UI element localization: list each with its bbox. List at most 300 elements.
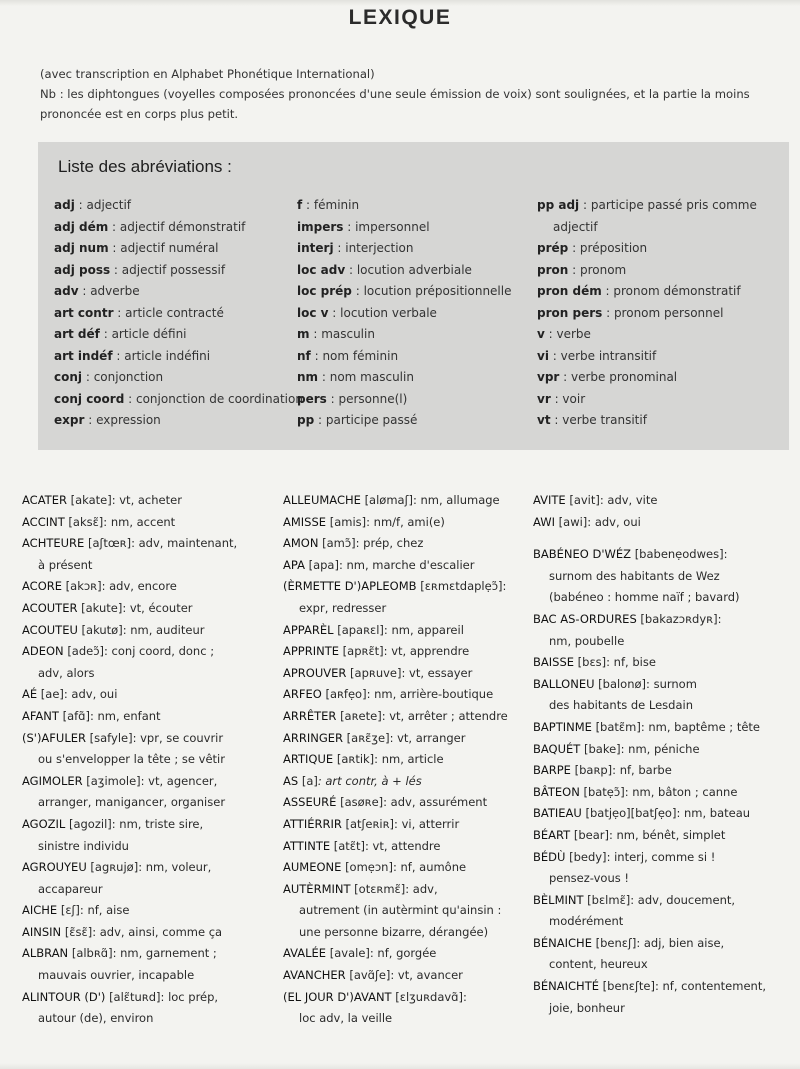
abbreviation-key: pp xyxy=(297,413,315,427)
lexicon-entry xyxy=(22,922,237,944)
lexicon-entry xyxy=(283,965,508,987)
lexicon-headword: BAPTINME xyxy=(533,719,592,734)
lexicon-phonetic: [amɔ̃] xyxy=(322,536,356,551)
abbreviation-key: pers xyxy=(297,391,327,406)
abbreviation-value: : pronom xyxy=(568,262,627,277)
abbreviation-value: : adjectif xyxy=(74,198,132,212)
lexicon-headword: ASSEURÉ xyxy=(283,795,337,810)
lexicon-phonetic: [akɔʀ] xyxy=(65,579,102,594)
lexicon-phonetic: [apa] xyxy=(308,557,339,572)
lexicon-phonetic: [agozil] xyxy=(68,816,112,831)
lexicon-definition: : prép, chez xyxy=(355,536,424,551)
lexicon-headword: ARRINGER xyxy=(283,730,344,745)
abbreviation-value: : expression xyxy=(84,413,161,427)
lexicon-definition: : adv, oui xyxy=(587,514,641,529)
lexicon-headword: AMISSE xyxy=(283,514,327,529)
lexicon-headword: ACOUTER xyxy=(22,600,78,615)
lexicon-definition: : interj, comme si ! xyxy=(606,849,716,864)
lexicon-entry xyxy=(22,814,237,836)
lexicon-definition: : vt, agencer, xyxy=(140,773,218,788)
lexicon-entry xyxy=(283,684,508,706)
abbreviation-key: vr xyxy=(537,391,551,406)
lexicon-entry xyxy=(283,749,508,771)
abbreviation-key: prép xyxy=(537,241,569,255)
abbreviation-key: nm xyxy=(297,370,319,384)
abbreviation-row xyxy=(54,389,303,411)
abbreviation-key: loc v xyxy=(297,305,329,320)
lexicon-definition: : vt, écouter xyxy=(122,600,193,615)
lexicon-continuation: une personne bizarre, dérangée) xyxy=(299,924,489,939)
lexicon-continuation: loc adv, la veille xyxy=(299,1011,393,1026)
lexicon-continuation: ou s'envelopper la tête ; se vêtir xyxy=(38,752,225,767)
lexicon-definition: : vt, acheter xyxy=(111,493,182,507)
abbreviation-value: : adverbe xyxy=(78,284,140,298)
lexicon-continuation: à présent xyxy=(38,557,93,572)
lexicon-phonetic: [ɛʃ] xyxy=(60,903,80,918)
lexicon-headword: (ÈRMETTE D')APLEOMB xyxy=(283,579,417,594)
lexicon-entry xyxy=(283,792,508,814)
lexicon-entry xyxy=(22,576,237,598)
abbreviation-key: conj xyxy=(54,370,83,384)
lexicon-definition: : nf, aise xyxy=(79,903,130,918)
lexicon-headword: ACHTEURE xyxy=(22,536,85,551)
lexicon-headword: ARRÊTER xyxy=(283,708,337,723)
lexicon-phonetic: [baʀp] xyxy=(574,763,613,778)
lexicon-headword: ATTINTE xyxy=(283,838,331,853)
lexicon-phonetic: [a] xyxy=(301,773,318,788)
lexicon-headword: ACATER xyxy=(22,493,67,507)
lexicon-headword: BÈLMINT xyxy=(533,892,584,907)
lexicon-definition: : adv, vite xyxy=(599,493,658,507)
lexicon-headword: BÉDÙ xyxy=(533,849,566,864)
lexicon-definition: : adv, ainsi, comme ça xyxy=(92,924,223,939)
lexicon-phonetic: [albʀɑ̃] xyxy=(71,946,113,961)
abbreviation-row xyxy=(54,303,303,325)
abbreviation-value: : article indéfini xyxy=(112,348,211,363)
lexicon-continuation: autour (de), environ xyxy=(38,1011,154,1026)
lexicon-phonetic: [agʀujø] xyxy=(90,860,139,875)
lexicon-entry xyxy=(22,857,237,879)
lexicon-headword: AVALÉE xyxy=(283,946,327,961)
lexicon-phonetic: [bear] xyxy=(573,827,609,842)
lexicon-entry xyxy=(22,512,237,534)
lexicon-phonetic: [akute] xyxy=(81,600,123,615)
abbreviation-row xyxy=(537,195,757,217)
abbreviation-row xyxy=(297,195,511,217)
abbreviation-row xyxy=(54,324,303,346)
lexicon-entry xyxy=(22,490,237,512)
lexicon-column-3 xyxy=(533,490,766,1019)
lexicon-definition: : xyxy=(723,547,728,562)
abbreviation-value: : nom masculin xyxy=(318,370,414,384)
lexicon-entry xyxy=(22,620,237,642)
lexicon-headword: BARPE xyxy=(533,763,571,778)
lexicon-continuation: adv, alors xyxy=(38,665,95,680)
lexicon-phonetic: [amis] xyxy=(329,514,367,529)
lexicon-entry xyxy=(533,609,766,631)
lexicon-definition: : adv, encore xyxy=(101,579,177,594)
lexicon-headword: BÉNAICHE xyxy=(533,935,592,950)
lexicon-definition: : nm, appareil xyxy=(383,622,464,637)
lexicon-headword: BAC AS-ORDURES xyxy=(533,611,637,626)
abbreviation-value: : participe passé xyxy=(314,413,418,427)
lexicon-definition: : xyxy=(502,579,507,594)
lexicon-continuation: autrement (in autèrmint qu'ainsin : xyxy=(299,903,502,918)
abbreviation-value: : voir xyxy=(550,391,586,406)
lexicon-continuation: joie, bonheur xyxy=(549,1000,625,1015)
abbreviations-column-3 xyxy=(537,195,757,432)
lexicon-definition: : art contr, à + lés xyxy=(317,773,422,788)
lexicon-phonetic: [aʃtœʀ] xyxy=(87,536,132,551)
lexicon-phonetic: [safyle] xyxy=(89,730,133,745)
abbreviation-row xyxy=(54,281,303,303)
lexicon-entry xyxy=(22,771,237,793)
intro-line-1: (avec transcription en Alphabet Phonétique International) xyxy=(40,67,375,81)
abbreviation-key: art déf xyxy=(54,327,100,341)
lexicon-headword: ACCINT xyxy=(22,514,65,529)
lexicon-definition: : nm, article xyxy=(374,752,444,767)
lexicon-entry xyxy=(22,641,237,663)
lexicon-entry xyxy=(283,533,508,555)
lexicon-headword: AINSIN xyxy=(22,924,62,939)
abbreviation-row xyxy=(537,303,757,325)
lexicon-headword: AICHE xyxy=(22,903,58,918)
abbreviation-row xyxy=(54,260,303,282)
abbreviation-value: : féminin xyxy=(302,198,360,212)
abbreviation-row xyxy=(54,195,303,217)
lexicon-headword: AWI xyxy=(533,514,556,529)
lexicon-continuation: (babéneo : homme naïf ; bavard) xyxy=(549,590,740,605)
abbreviation-row xyxy=(54,346,303,368)
lexicon-phonetic: [aʀfẹo] xyxy=(325,687,367,702)
lexicon-definition: : nm/f, ami(e) xyxy=(366,514,445,529)
lexicon-definition: : nf, aumône xyxy=(392,860,467,875)
abbreviation-value: : conjonction xyxy=(82,370,164,384)
lexicon-continuation: modérément xyxy=(549,914,624,929)
lexicon-phonetic: [akate] xyxy=(70,493,112,507)
abbreviation-key: f xyxy=(297,198,303,212)
lexicon-phonetic: [aʀɛ̃ʒe] xyxy=(346,730,390,745)
abbreviation-row xyxy=(537,367,757,389)
lexicon-definition: : adv, xyxy=(405,881,438,896)
abbreviation-key: art contr xyxy=(54,305,114,320)
lexicon-column-1 xyxy=(22,490,237,1030)
abbreviation-row xyxy=(297,389,511,411)
lexicon-entry xyxy=(22,943,237,965)
abbreviation-value: : pronom personnel xyxy=(602,305,724,320)
abbreviation-key: adj poss xyxy=(54,262,111,277)
lexicon-phonetic: [apaʀɛl] xyxy=(337,622,384,637)
lexicon-definition: : vt, attendre xyxy=(365,838,441,853)
lexicon-phonetic: [aʀete] xyxy=(340,708,382,723)
abbreviation-row xyxy=(54,410,303,432)
abbreviation-value: : adjectif possessif xyxy=(110,262,226,277)
lexicon-headword: BÂTEON xyxy=(533,784,580,799)
lexicon-definition: : nm, voleur, xyxy=(138,860,212,875)
lexicon-phonetic: [aʀtik] xyxy=(336,752,375,767)
lexicon-column-2 xyxy=(283,490,508,1030)
lexicon-headword: AUTÈRMINT xyxy=(283,881,351,896)
lexicon-definition: : surnom xyxy=(646,676,697,691)
lexicon-entry xyxy=(533,490,766,512)
lexicon-headword: BABÉNEO D'WÉZ xyxy=(533,547,632,562)
lexicon-entry xyxy=(533,739,766,761)
abbreviation-key: v xyxy=(537,327,545,341)
lexicon-headword: BÉNAICHTÉ xyxy=(533,979,599,994)
lexicon-continuation: accapareur xyxy=(38,881,103,896)
abbreviation-key: vi xyxy=(537,348,549,363)
lexicon-headword: (S')AFULER xyxy=(22,730,86,745)
abbreviation-row xyxy=(297,367,511,389)
lexicon-phonetic: [balonø] xyxy=(598,676,647,691)
lexicon-phonetic: [batjẹo][batʃẹo] xyxy=(585,806,677,821)
abbreviation-row xyxy=(297,260,511,282)
abbreviation-key: vpr xyxy=(537,370,560,384)
lexicon-definition: : nm, garnement ; xyxy=(112,946,217,961)
lexicon-phonetic: [bɛs] xyxy=(577,655,607,670)
lexicon-definition: : nm, marche d'escalier xyxy=(338,557,475,572)
lexicon-definition: : vt, arranger xyxy=(389,730,466,745)
lexicon-entry xyxy=(283,706,508,728)
lexicon-definition: : nm, enfant xyxy=(89,708,161,723)
lexicon-headword: AGROUYEU xyxy=(22,860,87,875)
abbreviation-value: : personne(l) xyxy=(326,391,408,406)
lexicon-definition: : adj, bien aise, xyxy=(636,935,725,950)
abbreviation-row xyxy=(297,238,511,260)
lexicon-headword: BALLONEU xyxy=(533,676,595,691)
lexicon-definition: : nm, bâton ; canne xyxy=(624,784,738,799)
lexicon-definition: : nm, bateau xyxy=(676,806,751,821)
lexicon-headword: AS xyxy=(283,773,299,788)
lexicon-phonetic: [afɑ̃] xyxy=(62,708,90,723)
lexicon-phonetic: [aksɛ̃] xyxy=(68,514,104,529)
lexicon-phonetic: [atʃeʀiʀ] xyxy=(345,816,395,831)
lexicon-entry xyxy=(533,847,766,869)
lexicon-headword: BAQUÉT xyxy=(533,741,581,756)
abbreviation-key: vt xyxy=(537,413,551,427)
lexicon-entry xyxy=(283,512,508,534)
lexicon-headword: ADEON xyxy=(22,644,64,659)
lexicon-entry xyxy=(283,814,508,836)
lexicon-phonetic: [bake] xyxy=(583,741,621,756)
abbreviation-row xyxy=(297,410,511,432)
lexicon-headword: AVITE xyxy=(533,493,566,507)
lexicon-definition: : nm, allumage xyxy=(412,493,500,507)
intro-line-2: Nb : les diphtongues (voyelles composées prononcées d'une seule émission de voix) sont soulignées, et la partie la moins prononcée est en corps plus petit. xyxy=(40,87,750,121)
abbreviation-value: : verbe xyxy=(544,327,591,341)
lexicon-headword: AVANCHER xyxy=(283,968,346,983)
abbreviation-key: adj xyxy=(54,198,75,212)
lexicon-entry xyxy=(283,943,508,965)
lexicon-phonetic: [apʀuve] xyxy=(350,665,402,680)
abbreviation-value: : préposition xyxy=(568,241,648,255)
lexicon-phonetic: [avit] xyxy=(569,493,600,507)
lexicon-phonetic: [batẹɔ̃] xyxy=(583,784,625,799)
lexicon-entry xyxy=(533,825,766,847)
lexicon-continuation: nm, poubelle xyxy=(549,633,625,648)
lexicon-entry xyxy=(283,771,508,793)
lexicon-headword: BATIEAU xyxy=(533,806,582,821)
abbreviation-value: : participe passé pris comme xyxy=(579,198,757,212)
lexicon-entry xyxy=(22,684,237,706)
lexicon-entry xyxy=(22,900,237,922)
lexicon-entry xyxy=(533,512,766,534)
abbreviation-row xyxy=(537,260,757,282)
abbreviation-key: nf xyxy=(297,348,311,363)
lexicon-entry xyxy=(22,987,237,1009)
lexicon-phonetic: [avale] xyxy=(329,946,370,961)
lexicon-continuation: expr, redresser xyxy=(299,600,387,615)
abbreviation-row xyxy=(54,238,303,260)
lexicon-entry xyxy=(533,933,766,955)
lexicon-definition: : vpr, se couvrir xyxy=(132,730,224,745)
abbreviation-value: : locution adverbiale xyxy=(345,262,472,277)
lexicon-definition: : nm, péniche xyxy=(620,741,700,756)
lexicon-entry xyxy=(533,652,766,674)
lexicon-headword: ACOUTEU xyxy=(22,622,78,637)
lexicon-phonetic: [apʀɛ̃t] xyxy=(342,644,384,659)
abbreviation-value: : locution prépositionnelle xyxy=(351,284,512,298)
abbreviation-value: : adjectif démonstratif xyxy=(108,219,246,234)
lexicon-phonetic: [bedy] xyxy=(569,849,607,864)
page-bottom-edge xyxy=(0,1063,800,1069)
lexicon-entry xyxy=(283,728,508,750)
abbreviation-value: : conjonction de coordination xyxy=(124,391,303,406)
lexicon-entry xyxy=(533,717,766,739)
lexicon-entry xyxy=(22,598,237,620)
lexicon-phonetic: [benɛʃ] xyxy=(595,935,637,950)
abbreviation-value: : article défini xyxy=(99,327,187,341)
lexicon-definition: : xyxy=(717,611,722,626)
lexicon-entry xyxy=(533,760,766,782)
lexicon-phonetic: [alɛ̃tuʀd] xyxy=(109,989,161,1004)
lexicon-phonetic: [akutø] xyxy=(81,622,123,637)
lexicon-entry xyxy=(283,641,508,663)
lexicon-entry xyxy=(22,706,237,728)
lexicon-phonetic: [ae] xyxy=(40,687,64,702)
abbreviation-value: : verbe intransitif xyxy=(548,348,657,363)
lexicon-entry xyxy=(533,803,766,825)
abbreviation-row xyxy=(537,389,757,411)
abbreviation-key: pron dém xyxy=(537,284,602,298)
lexicon-phonetic: [ɛʀmɛtdaplẹɔ̃] xyxy=(420,579,503,594)
lexicon-definition: : adv, maintenant, xyxy=(131,536,238,551)
abbreviation-row xyxy=(537,324,757,346)
lexicon-entry xyxy=(283,987,508,1009)
page-title: LEXIQUE xyxy=(348,6,452,29)
lexicon-phonetic: [atɛ̃t] xyxy=(333,838,366,853)
abbreviation-value: : verbe transitif xyxy=(550,413,647,427)
abbreviation-row xyxy=(297,217,511,239)
lexicon-continuation: des habitants de Lesdain xyxy=(549,698,693,713)
abbreviation-value: : adjectif numéral xyxy=(108,241,219,255)
lexicon-definition: : adv, oui xyxy=(63,687,118,702)
abbreviation-row xyxy=(54,367,303,389)
lexicon-definition: : nm, triste sire, xyxy=(111,816,204,831)
abbreviation-row xyxy=(297,281,511,303)
lexicon-continuation: sinistre individu xyxy=(38,838,129,853)
lexicon-continuation: mauvais ouvrier, incapable xyxy=(38,968,195,983)
abbreviations-column-2 xyxy=(297,195,511,432)
abbreviation-value: : interjection xyxy=(333,241,414,255)
abbreviation-row xyxy=(297,346,511,368)
lexicon-phonetic: [avɑ̃ʃe] xyxy=(349,968,391,983)
abbreviation-value: : masculin xyxy=(309,327,375,341)
lexicon-definition: : nf, bise xyxy=(606,655,656,670)
lexicon-headword: ALINTOUR (D') xyxy=(22,989,106,1004)
lexicon-phonetic: [babenẹodwes] xyxy=(634,547,724,562)
lexicon-headword: AUMEONE xyxy=(283,860,342,875)
abbreviation-continuation: adjectif xyxy=(553,219,598,234)
lexicon-entry xyxy=(283,490,508,512)
lexicon-entry xyxy=(533,976,766,998)
lexicon-entry xyxy=(533,890,766,912)
lexicon-headword: AGOZIL xyxy=(22,816,66,831)
lexicon-phonetic: [awi] xyxy=(558,514,588,529)
abbreviation-key: pron xyxy=(537,262,569,277)
abbreviation-key: impers xyxy=(297,219,344,234)
lexicon-definition: : adv, assurément xyxy=(383,795,488,810)
lexicon-definition: : nm, bénêt, simplet xyxy=(608,827,726,842)
lexicon-headword: ALBRAN xyxy=(22,946,69,961)
lexicon-headword: BAISSE xyxy=(533,655,575,670)
lexicon-phonetic: [bɛlmɛ̃] xyxy=(587,892,631,907)
abbreviation-key: pron pers xyxy=(537,305,603,320)
lexicon-definition: : vt, arrêter ; attendre xyxy=(381,708,508,723)
lexicon-headword: AFANT xyxy=(22,708,59,723)
abbreviation-key: adj dém xyxy=(54,219,109,234)
abbreviation-row xyxy=(54,217,303,239)
lexicon-phonetic: [asøʀe] xyxy=(340,795,384,810)
lexicon-entry xyxy=(283,576,508,598)
lexicon-phonetic: [ɛ̃sɛ̃] xyxy=(64,924,93,939)
lexicon-definition: : vt, apprendre xyxy=(383,644,470,659)
abbreviation-row xyxy=(537,281,757,303)
lexicon-headword: BÉART xyxy=(533,827,571,842)
abbreviation-key: loc prép xyxy=(297,284,352,298)
abbreviation-value: : nom féminin xyxy=(310,348,399,363)
lexicon-entry xyxy=(283,663,508,685)
lexicon-phonetic: [batɛ̃m] xyxy=(595,719,641,734)
abbreviation-value: : pronom démonstratif xyxy=(601,284,741,298)
lexicon-phonetic: [ɛlʒuʀdavɑ̃] xyxy=(395,989,463,1004)
lexicon-headword: APPRINTE xyxy=(283,644,340,659)
abbreviation-key: loc adv xyxy=(297,262,346,277)
lexicon-headword: AMON xyxy=(283,536,319,551)
lexicon-definition: : nm, accent xyxy=(103,514,176,529)
lexicon-headword: APROUVER xyxy=(283,665,347,680)
lexicon-entry xyxy=(533,782,766,804)
lexicon-definition: : nf, contentement, xyxy=(654,979,766,994)
abbreviation-key: conj coord xyxy=(54,391,125,406)
lexicon-headword: APPARÈL xyxy=(283,622,334,637)
abbreviation-key: expr xyxy=(54,413,85,427)
lexicon-headword: ARTIQUE xyxy=(283,752,334,767)
lexicon-continuation: content, heureux xyxy=(549,957,648,972)
lexicon-definition: : nf, gorgée xyxy=(369,946,437,961)
lexicon-definition: : loc prép, xyxy=(160,989,219,1004)
lexicon-definition: : conj coord, donc ; xyxy=(104,644,215,659)
lexicon-definition: : xyxy=(462,989,467,1004)
lexicon-definition: : vt, essayer xyxy=(401,665,473,680)
lexicon-entry xyxy=(533,674,766,696)
lexicon-headword: AÉ xyxy=(22,687,38,702)
lexicon-headword: ACORE xyxy=(22,579,63,594)
abbreviations-box xyxy=(38,142,789,450)
abbreviations-column-1 xyxy=(54,195,303,432)
lexicon-phonetic: [adeɔ̃] xyxy=(67,644,105,659)
lexicon-phonetic: [alømaʃ] xyxy=(364,493,413,507)
